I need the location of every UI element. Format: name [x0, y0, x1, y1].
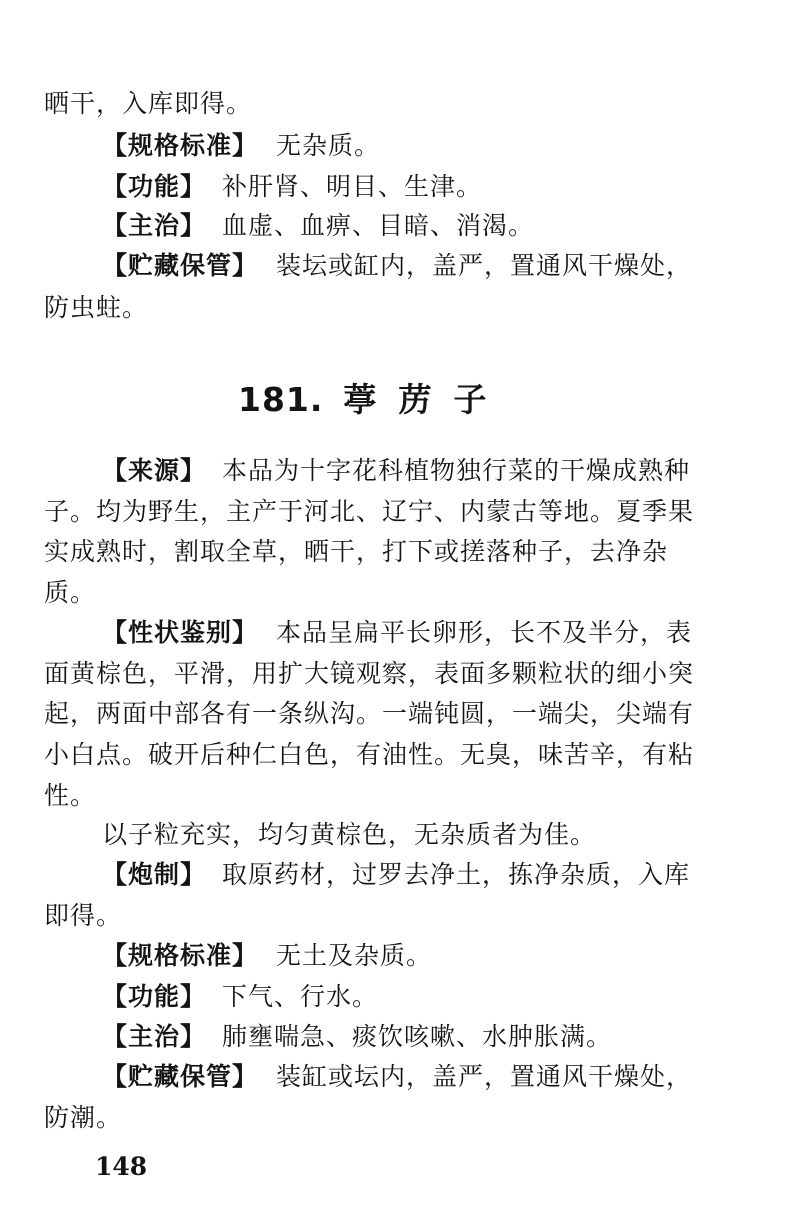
entry-title	[238, 380, 508, 420]
identification-text-line: 小白点。破开后种仁白色，有油性。无臭，味苦辛，有粘	[44, 740, 695, 769]
function-row	[102, 172, 482, 202]
source-text-line: 实成熟时，割取全草，晒干，打下或搓落种子，去净杂	[44, 537, 669, 566]
source-heading: 【来源】	[102, 456, 207, 485]
identification-text-line: 面黄棕色，平滑，用扩大镜观察，表面多颗粒状的细小突	[44, 659, 695, 688]
processing-text-line: 取原药材，过罗去净土，拣净杂质，入库	[222, 860, 691, 889]
identification-text-line: 起，两面中部各有一条纵沟。一端钝圆，一端尖，尖端有	[44, 699, 695, 728]
source-text-line: 子。均为野生，主产于河北、辽宁、内蒙古等地。夏季果	[44, 497, 695, 526]
indication-text: 肺壅喘急、痰饮咳嗽、水肿胀满。	[222, 1022, 613, 1051]
indication-row	[102, 1022, 612, 1052]
entry-number: 181.	[238, 380, 324, 419]
storage-text: 装坛或缸内，盖严，置通风干燥处，	[276, 251, 693, 280]
indication-heading: 【主治】	[102, 211, 207, 240]
spec-standard-row	[102, 131, 380, 161]
storage-continuation: 防潮。	[44, 1103, 123, 1132]
processing-heading: 【炮制】	[102, 860, 207, 889]
storage-row	[102, 1062, 692, 1092]
function-heading: 【功能】	[102, 982, 207, 1011]
source-text-line: 质。	[44, 578, 97, 607]
entry-name: 葶苈子	[343, 380, 509, 419]
spec-standard-row	[102, 941, 432, 971]
function-heading: 【功能】	[102, 172, 207, 201]
page-number: 148	[95, 1152, 148, 1181]
indication-text: 血虚、血痹、目暗、消渴。	[222, 211, 535, 240]
storage-continuation: 防虫蛀。	[44, 293, 149, 322]
function-text: 补肝肾、明目、生津。	[222, 172, 483, 201]
indication-row	[102, 211, 534, 241]
identification-row	[102, 618, 692, 648]
indication-heading: 【主治】	[102, 1022, 207, 1051]
processing-text-line: 即得。	[44, 901, 123, 930]
spec-standard-text: 无杂质。	[276, 131, 381, 160]
source-row	[102, 456, 690, 486]
function-text: 下气、行水。	[222, 982, 379, 1011]
source-text-line: 本品为十字花科植物独行菜的干燥成熟种	[222, 456, 691, 485]
storage-row	[102, 251, 692, 281]
continued-text-line: 晒干，入库即得。	[44, 89, 253, 118]
quality-line: 以子粒充实，均匀黄棕色，无杂质者为佳。	[102, 820, 597, 849]
function-row	[102, 982, 378, 1012]
storage-text: 装缸或坛内，盖严，置通风干燥处，	[276, 1062, 693, 1091]
identification-text-line: 性。	[44, 781, 97, 810]
storage-heading: 【贮藏保管】	[102, 251, 259, 280]
identification-text-line: 本品呈扁平长卵形，长不及半分，表	[276, 618, 693, 647]
storage-heading: 【贮藏保管】	[102, 1062, 259, 1091]
spec-standard-heading: 【规格标准】	[102, 941, 259, 970]
processing-row	[102, 860, 690, 890]
spec-standard-text: 无土及杂质。	[276, 941, 433, 970]
spec-standard-heading: 【规格标准】	[102, 131, 259, 160]
identification-heading: 【性状鉴别】	[102, 618, 259, 647]
